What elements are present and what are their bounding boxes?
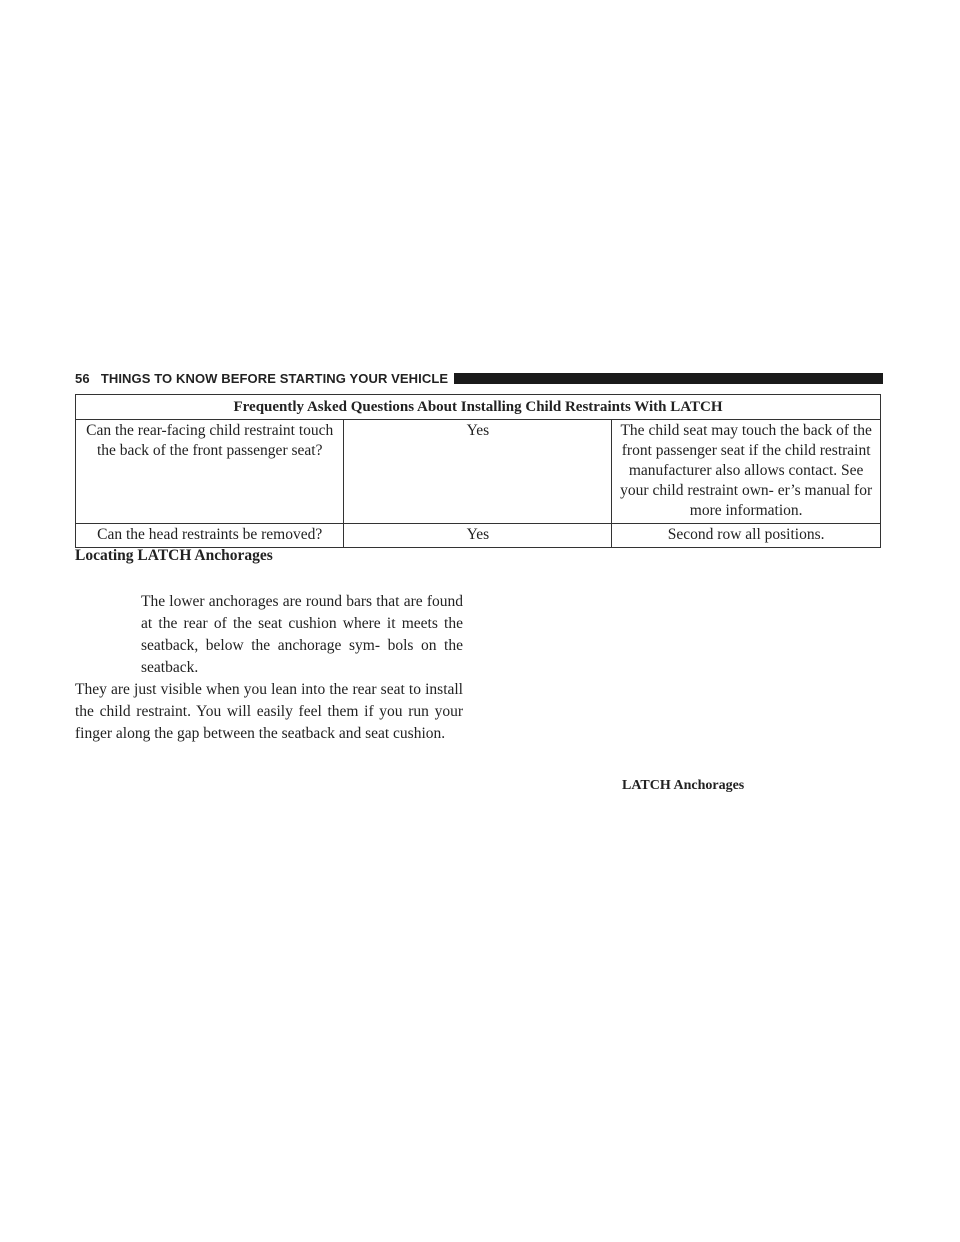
table-cell-comment: The child seat may touch the back of the front passenger seat if the child restraint manufacturer also allows contact. See your child restraint own- er’s manual for more information. bbox=[612, 420, 881, 524]
figure-caption: LATCH Anchorages bbox=[622, 778, 745, 793]
body-paragraph bbox=[75, 591, 463, 745]
latch-anchorages-image bbox=[480, 560, 880, 765]
table-cell-question: Can the head restraints be removed? bbox=[76, 524, 344, 548]
header-bar bbox=[454, 373, 883, 384]
table-cell-answer: Yes bbox=[344, 420, 612, 524]
table-row bbox=[76, 524, 881, 548]
header-text bbox=[75, 371, 454, 386]
paragraph-indented-text: The lower anchorages are round bars that are found at the rear of the seat cushion where it meets the seatback, below the anchorage sym- bols on the seatback. bbox=[141, 593, 463, 676]
faq-table bbox=[75, 394, 881, 548]
section-title: Locating LATCH Anchorages bbox=[75, 547, 273, 564]
table-title: Frequently Asked Questions About Installing Child Restraints With LATCH bbox=[76, 395, 881, 420]
table-row bbox=[76, 420, 881, 524]
table-cell-answer: Yes bbox=[344, 524, 612, 548]
paragraph-text: They are just visible when you lean into the rear seat to install the child restraint. You will easily feel them if you run your finger along the gap between the seatback and seat cushion. bbox=[75, 681, 463, 742]
table-cell-question: Can the rear-facing child restraint touch the back of the front passenger seat? bbox=[76, 420, 344, 524]
section-heading: THINGS TO KNOW BEFORE STARTING YOUR VEHICLE bbox=[100, 370, 449, 386]
table-cell-comment: Second row all positions. bbox=[612, 524, 881, 548]
table-header-row bbox=[76, 395, 881, 420]
page-number: 56 bbox=[75, 370, 90, 386]
page-header bbox=[75, 369, 883, 387]
